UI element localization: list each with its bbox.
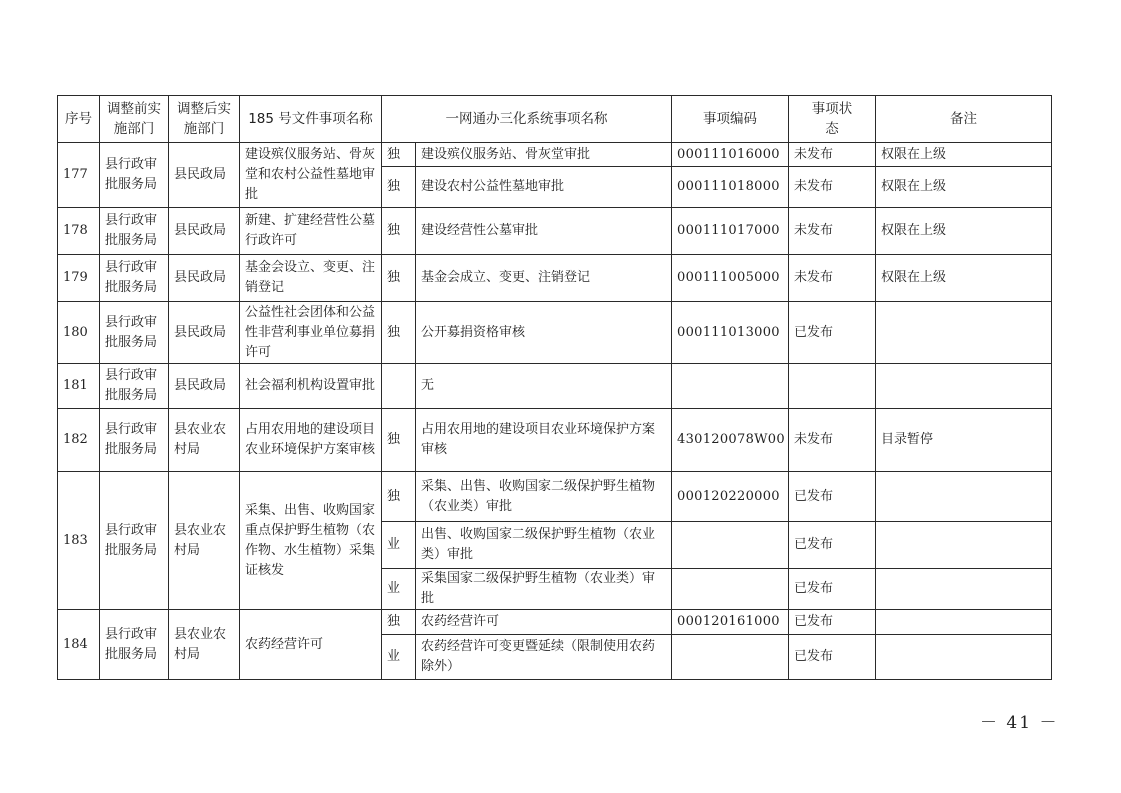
page-number: － 41 － bbox=[980, 713, 1059, 733]
item-status-cell: 已发布 bbox=[789, 610, 876, 635]
remarks-cell bbox=[876, 569, 1052, 610]
item-status-cell: 未发布 bbox=[789, 143, 876, 167]
dept-after-cell: 县农业农村局 bbox=[169, 610, 240, 680]
seq-cell: 177 bbox=[58, 143, 100, 208]
approval-items-table bbox=[57, 95, 1052, 680]
item-status-cell: 已发布 bbox=[789, 569, 876, 610]
item-status-cell: 未发布 bbox=[789, 208, 876, 255]
dept-after-cell: 县农业农村局 bbox=[169, 409, 240, 472]
table-row bbox=[58, 302, 1052, 364]
dept-before-cell: 县行政审批服务局 bbox=[100, 208, 169, 255]
remarks-cell bbox=[876, 610, 1052, 635]
header-dept-after: 调整后实施部门 bbox=[169, 96, 240, 143]
item-type-mark-cell bbox=[382, 364, 416, 409]
table-row bbox=[58, 143, 1052, 167]
item-code-cell: 000111013000 bbox=[672, 302, 789, 364]
doc-item-name-cell: 基金会设立、变更、注销登记 bbox=[240, 255, 382, 302]
dept-before-cell: 县行政审批服务局 bbox=[100, 255, 169, 302]
header-seq: 序号 bbox=[58, 96, 100, 143]
item-status-cell bbox=[789, 364, 876, 409]
table-row bbox=[58, 208, 1052, 255]
system-item-name-cell: 采集国家二级保护野生植物（农业类）审批 bbox=[416, 569, 672, 610]
remarks-cell bbox=[876, 364, 1052, 409]
item-code-cell: 000120161000 bbox=[672, 610, 789, 635]
approval-items-table-page bbox=[57, 95, 1052, 680]
item-code-cell: 000111017000 bbox=[672, 208, 789, 255]
item-status-cell: 已发布 bbox=[789, 472, 876, 522]
dept-after-cell: 县农业农村局 bbox=[169, 472, 240, 610]
dept-after-cell: 县民政局 bbox=[169, 143, 240, 208]
table-row bbox=[58, 255, 1052, 302]
item-code-cell bbox=[672, 635, 789, 680]
doc-item-name-cell: 社会福利机构设置审批 bbox=[240, 364, 382, 409]
item-code-cell: 000111016000 bbox=[672, 143, 789, 167]
seq-cell: 183 bbox=[58, 472, 100, 610]
seq-cell: 182 bbox=[58, 409, 100, 472]
system-item-name-cell: 建设殡仪服务站、骨灰堂审批 bbox=[416, 143, 672, 167]
header-system-item-name: 一网通办三化系统事项名称 bbox=[382, 96, 672, 143]
dept-before-cell: 县行政审批服务局 bbox=[100, 364, 169, 409]
header-doc-item-name: 185 号文件事项名称 bbox=[240, 96, 382, 143]
header-item-status: 事项状态 bbox=[789, 96, 876, 143]
item-code-cell bbox=[672, 569, 789, 610]
remarks-cell: 目录暂停 bbox=[876, 409, 1052, 472]
system-item-name-cell: 农药经营许可变更暨延续（限制使用农药除外） bbox=[416, 635, 672, 680]
doc-item-name-cell: 新建、扩建经营性公墓行政许可 bbox=[240, 208, 382, 255]
table-row bbox=[58, 472, 1052, 522]
item-status-cell: 未发布 bbox=[789, 255, 876, 302]
seq-cell: 184 bbox=[58, 610, 100, 680]
seq-cell: 179 bbox=[58, 255, 100, 302]
item-code-cell: 000120220000 bbox=[672, 472, 789, 522]
system-item-name-cell: 基金会成立、变更、注销登记 bbox=[416, 255, 672, 302]
item-type-mark-cell: 独 bbox=[382, 255, 416, 302]
item-status-cell: 已发布 bbox=[789, 302, 876, 364]
remarks-cell: 权限在上级 bbox=[876, 143, 1052, 167]
item-type-mark-cell: 独 bbox=[382, 472, 416, 522]
system-item-name-cell: 无 bbox=[416, 364, 672, 409]
system-item-name-cell: 建设经营性公墓审批 bbox=[416, 208, 672, 255]
header-dept-before: 调整前实施部门 bbox=[100, 96, 169, 143]
system-item-name-cell: 建设农村公益性墓地审批 bbox=[416, 167, 672, 208]
seq-cell: 180 bbox=[58, 302, 100, 364]
seq-cell: 178 bbox=[58, 208, 100, 255]
doc-item-name-cell: 占用农用地的建设项目农业环境保护方案审核 bbox=[240, 409, 382, 472]
dept-before-cell: 县行政审批服务局 bbox=[100, 472, 169, 610]
item-status-cell: 已发布 bbox=[789, 635, 876, 680]
item-type-mark-cell: 独 bbox=[382, 409, 416, 472]
doc-item-name-cell: 建设殡仪服务站、骨灰堂和农村公益性墓地审批 bbox=[240, 143, 382, 208]
item-type-mark-cell: 业 bbox=[382, 522, 416, 569]
dept-before-cell: 县行政审批服务局 bbox=[100, 610, 169, 680]
item-code-cell bbox=[672, 364, 789, 409]
item-code-cell bbox=[672, 522, 789, 569]
item-type-mark-cell: 业 bbox=[382, 569, 416, 610]
remarks-cell bbox=[876, 635, 1052, 680]
item-code-cell: 000111005000 bbox=[672, 255, 789, 302]
item-status-cell: 未发布 bbox=[789, 409, 876, 472]
dept-after-cell: 县民政局 bbox=[169, 364, 240, 409]
item-type-mark-cell: 业 bbox=[382, 635, 416, 680]
remarks-cell bbox=[876, 472, 1052, 522]
system-item-name-cell: 出售、收购国家二级保护野生植物（农业类）审批 bbox=[416, 522, 672, 569]
system-item-name-cell: 农药经营许可 bbox=[416, 610, 672, 635]
seq-cell: 181 bbox=[58, 364, 100, 409]
remarks-cell bbox=[876, 302, 1052, 364]
item-type-mark-cell: 独 bbox=[382, 143, 416, 167]
doc-item-name-cell: 公益性社会团体和公益性非营利事业单位募捐许可 bbox=[240, 302, 382, 364]
item-type-mark-cell: 独 bbox=[382, 302, 416, 364]
doc-item-name-cell: 农药经营许可 bbox=[240, 610, 382, 680]
dept-before-cell: 县行政审批服务局 bbox=[100, 409, 169, 472]
dept-after-cell: 县民政局 bbox=[169, 302, 240, 364]
table-header-row bbox=[58, 96, 1052, 143]
remarks-cell bbox=[876, 522, 1052, 569]
table-row bbox=[58, 610, 1052, 635]
doc-item-name-cell: 采集、出售、收购国家重点保护野生植物（农作物、水生植物）采集证核发 bbox=[240, 472, 382, 610]
item-type-mark-cell: 独 bbox=[382, 167, 416, 208]
item-code-cell: 000111018000 bbox=[672, 167, 789, 208]
remarks-cell: 权限在上级 bbox=[876, 255, 1052, 302]
item-status-cell: 未发布 bbox=[789, 167, 876, 208]
dept-before-cell: 县行政审批服务局 bbox=[100, 302, 169, 364]
remarks-cell: 权限在上级 bbox=[876, 208, 1052, 255]
dept-after-cell: 县民政局 bbox=[169, 255, 240, 302]
item-status-cell: 已发布 bbox=[789, 522, 876, 569]
remarks-cell: 权限在上级 bbox=[876, 167, 1052, 208]
header-remarks: 备注 bbox=[876, 96, 1052, 143]
dept-before-cell: 县行政审批服务局 bbox=[100, 143, 169, 208]
item-type-mark-cell: 独 bbox=[382, 610, 416, 635]
table-row bbox=[58, 409, 1052, 472]
system-item-name-cell: 采集、出售、收购国家二级保护野生植物（农业类）审批 bbox=[416, 472, 672, 522]
item-type-mark-cell: 独 bbox=[382, 208, 416, 255]
dept-after-cell: 县民政局 bbox=[169, 208, 240, 255]
header-item-code: 事项编码 bbox=[672, 96, 789, 143]
table-row bbox=[58, 364, 1052, 409]
item-code-cell: 430120078W00 bbox=[672, 409, 789, 472]
system-item-name-cell: 公开募捐资格审核 bbox=[416, 302, 672, 364]
system-item-name-cell: 占用农用地的建设项目农业环境保护方案审核 bbox=[416, 409, 672, 472]
